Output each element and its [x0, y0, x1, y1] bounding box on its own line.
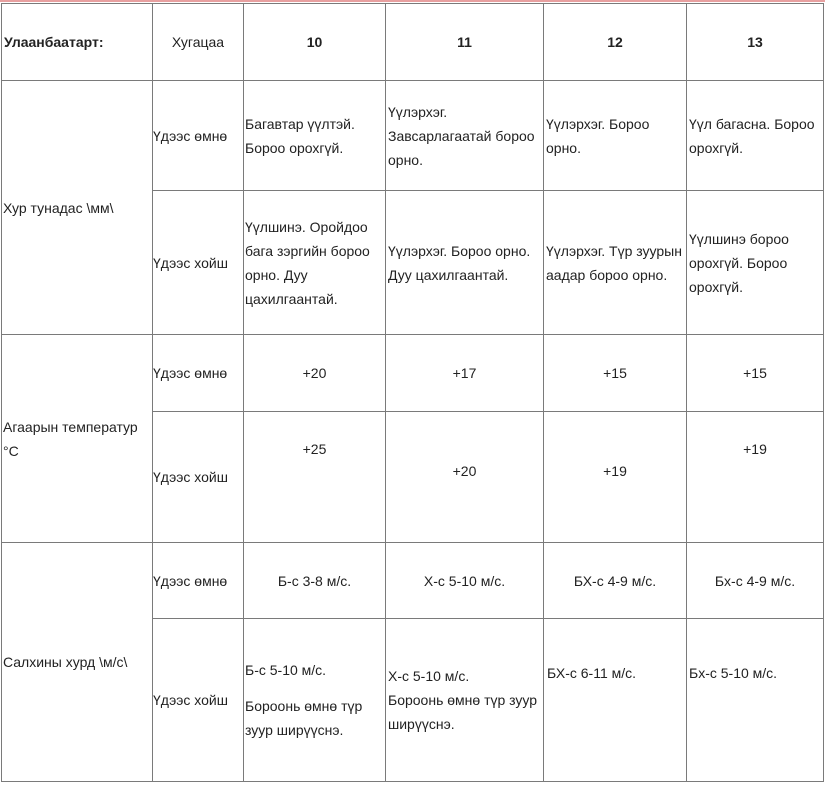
- row-group-label: Агаарын температур °С: [3, 418, 138, 459]
- day-header: 12: [607, 34, 623, 50]
- forecast-cell: Үүл багасна. Бороо орохгүй.: [689, 115, 815, 156]
- wind-cell: [245, 619, 384, 781]
- wind-cell: Бх-с 5-10 м/с.: [689, 665, 778, 681]
- grid-line: [823, 3, 824, 782]
- forecast-cell: Үүлшинэ бороо орохгүй. Бороо орохгүй.: [689, 230, 789, 295]
- row-group-label: Хур тунадас \мм\: [3, 199, 114, 216]
- temperature-cell: +19: [743, 441, 767, 457]
- wind-cell: Бх-с 4-9 м/с.: [714, 572, 796, 589]
- city-header: Улаанбаатарт:: [4, 34, 104, 50]
- wind-cell: [388, 619, 542, 781]
- forecast-cell: Үүлэрхэг. Бороо орно.: [546, 115, 650, 156]
- temperature-cell: +15: [603, 365, 627, 381]
- period-label: Үдээс өмнө: [153, 365, 228, 381]
- temperature-cell: +20: [302, 365, 327, 381]
- grid-line: [1, 781, 823, 782]
- temperature-cell: +25: [302, 441, 327, 457]
- period-label: Үдээс хойш: [153, 254, 228, 271]
- period-label: Үдээс өмнө: [153, 572, 228, 589]
- wind-note-text: Бороонь өмнө түр зуур ширүүснэ.: [388, 692, 538, 732]
- temperature-cell: +20: [452, 463, 477, 479]
- grid-line: [1, 3, 2, 782]
- period-label: Үдээс хойш: [153, 469, 228, 485]
- forecast-cell: Үүлшинэ. Оройдоо бага зэргийн бороо орно. Дуу цахилгаантай.: [245, 218, 370, 307]
- row-group-label: Салхины хурд \м/с\: [3, 654, 128, 670]
- temperature-cell: +17: [452, 365, 477, 381]
- temperature-cell: +19: [603, 463, 627, 479]
- wind-speed-text: Х-с 5-10 м/с.: [388, 668, 470, 684]
- wind-cell: Б-с 3-8 м/с.: [277, 572, 352, 589]
- forecast-cell: Үүлэрхэг. Түр зуурын аадар бороо орно.: [546, 242, 682, 283]
- temperature-cell: +15: [743, 365, 767, 381]
- wind-cell: БХ-с 6-11 м/с.: [547, 665, 637, 681]
- day-header: 10: [306, 34, 323, 50]
- day-header: 11: [457, 34, 472, 50]
- forecast-cell: Багавтар үүлтэй. Бороо орохгүй.: [245, 115, 355, 156]
- forecast-cell: Үүлэрхэг. Завсарлагаатай бороо орно.: [388, 103, 535, 168]
- period-label: Үдээс хойш: [153, 692, 228, 708]
- wind-note-text: Бороонь өмнө түр зуур ширүүснэ.: [245, 698, 363, 738]
- forecast-cell: Үүлэрхэг. Бороо орно. Дуу цахилгаантай.: [388, 242, 531, 283]
- page-top-accent-line: [0, 0, 825, 2]
- wind-cell: Х-с 5-10 м/с.: [423, 572, 506, 589]
- period-header: Хугацаа: [171, 34, 225, 50]
- wind-speed-text: Б-с 5-10 м/с.: [245, 662, 327, 678]
- period-label: Үдээс өмнө: [153, 127, 228, 144]
- wind-cell: БХ-с 4-9 м/с.: [573, 572, 657, 589]
- day-header: 13: [747, 34, 763, 50]
